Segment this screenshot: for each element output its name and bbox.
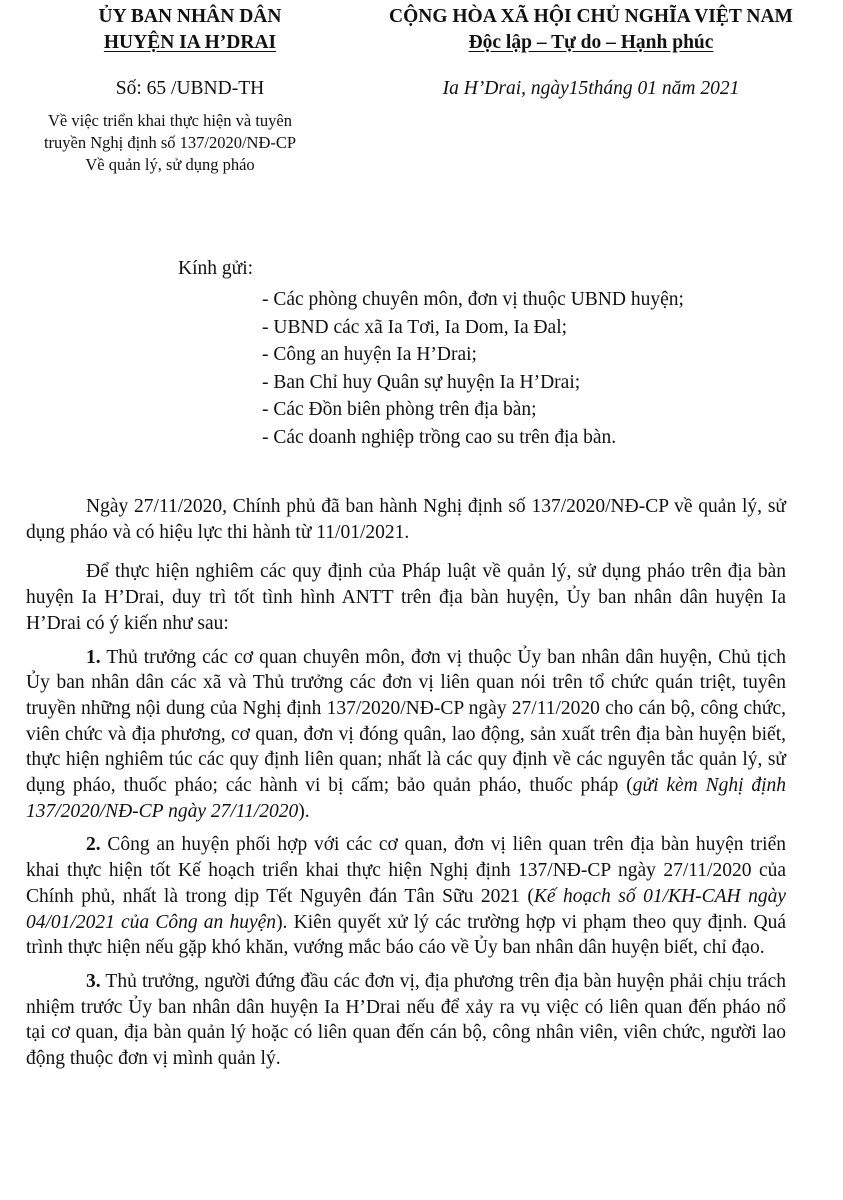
date-line: Ia H’Drai, ngày15tháng 01 năm 2021	[442, 78, 740, 99]
recipient-item: - Các Đồn biên phòng trên địa bàn;	[262, 399, 537, 420]
recipient-item: - Công an huyện Ia H’Drai;	[262, 344, 477, 365]
kinh-gui-label: Kính gửi:	[178, 258, 254, 279]
subject-line-1: Về việc triển khai thực hiện và tuyên	[48, 111, 292, 130]
recipient-item: - Ban Chỉ huy Quân sự huyện Ia H’Drai;	[262, 371, 581, 393]
motto: Độc lập – Tự do – Hạnh phúc	[468, 32, 714, 53]
item-1-end: ).	[298, 800, 310, 822]
subject-line-2: truyền Nghị định số 137/2020/NĐ-CP	[43, 133, 297, 152]
item-1-number: 1.	[86, 646, 101, 668]
paragraph-intro: Ngày 27/11/2020, Chính phủ đã ban hành Nghị định số 137/2020/NĐ-CP về quản lý, sử dụng pháo và có hiệu lực thi hành từ 11/01/2021.	[26, 496, 786, 543]
item-3-text: Thủ trưởng, người đứng đầu các đơn vị, địa phương trên địa bàn huyện phải chịu trách nhiệm trước Ủy ban nhân dân huyện Ia H’Drai nếu để xảy ra vụ việc có liên quan đến pháo nổ tại cơ quan, địa bàn quản lý hoặc có liên quan đến cán bộ, công nhân viên, viên chức, người lao động thuộc đơn vị mình quản lý.	[26, 970, 786, 1070]
paragraph-item-3	[26, 969, 786, 1072]
item-2-italic: Kế hoạch số 01/KH-CAH ngày 04/01/2021 của Công an huyện	[26, 885, 787, 933]
item-2-number: 2.	[86, 834, 101, 856]
paragraph-item-2	[26, 832, 786, 961]
issuing-agency-header	[40, 4, 340, 56]
paragraph-purpose: Để thực hiện nghiêm các quy định của Pháp luật về quản lý, sử dụng pháo trên địa bàn huyện Ia H’Drai, duy trì tốt tình hình ANTT trên địa bàn huyện, Ủy ban nhân dân huyện Ia H’Drai có ý kiến như sau:	[26, 561, 786, 634]
document-number: Số: 65 /UBND-TH	[115, 78, 265, 99]
recipient-item: - Các phòng chuyên môn, đơn vị thuộc UBND huyện;	[262, 289, 684, 310]
agency-line-1: ỦY BAN NHÂN DÂN	[98, 6, 282, 27]
nation-title: CỘNG HÒA XÃ HỘI CHỦ NGHĨA VIỆT NAM	[389, 6, 793, 27]
item-1-italic: gửi kèm Nghị định 137/2020/NĐ-CP ngày 27/11/2020	[26, 775, 786, 822]
paragraph-item-1	[26, 645, 786, 825]
recipient-list	[262, 286, 684, 451]
item-2-text: Công an huyện phối hợp với các cơ quan, đơn vị liên quan trên địa bàn huyện triển khai thực hiện tốt Kế hoạch triển khai thực hiện Nghị định 137/NĐ-CP ngày 27/11/2020 của Chính phủ, nhất là trong dịp Tết Nguyên đán Tân Sữu 2021 (	[26, 834, 786, 907]
recipient-item: - UBND các xã Ia Tơi, Ia Dom, Ia Đal;	[262, 316, 568, 338]
agency-line-2: HUYỆN IA H’DRAI	[103, 32, 277, 53]
recipient-item: - Các doanh nghiệp trồng cao su trên địa bàn.	[262, 426, 617, 448]
document-subject	[10, 110, 330, 176]
item-1-text: Thủ trưởng các cơ quan chuyên môn, đơn vị thuộc Ủy ban nhân dân huyện, Chủ tịch Ủy ban nhân dân các xã và Thủ trưởng các đơn vị liên quan nói trên tổ chức quán triệt, tuyên truyền những nội dung của Nghị định 137/2020/NĐ-CP ngày 27/11/2020 cho cán bộ, công chức, viên chức và địa phương, cơ quan, đơn vị đóng quân, lao động, sản xuất trên địa bàn huyện biết, thực hiện nghiêm túc các quy định liên quan; nhất là các quy định về các nguyên tắc quản lý, sử dụng pháo, thuốc pháo; các hành vi bị cấm; bảo quản pháo, thuốc pháp (	[26, 646, 786, 797]
item-2-end: ). Kiên quyết xử lý các trường hợp vi phạm theo quy định. Quá trình thực hiện nếu gặp khó khăn, vướng mắc báo cáo về Ủy ban nhân dân huyện biết, chỉ đạo.	[26, 911, 786, 959]
subject-line-3: Về quản lý, sử dụng pháo	[85, 155, 255, 174]
document-body	[26, 494, 786, 1080]
item-3-number: 3.	[86, 970, 101, 992]
national-motto-header	[356, 4, 826, 56]
